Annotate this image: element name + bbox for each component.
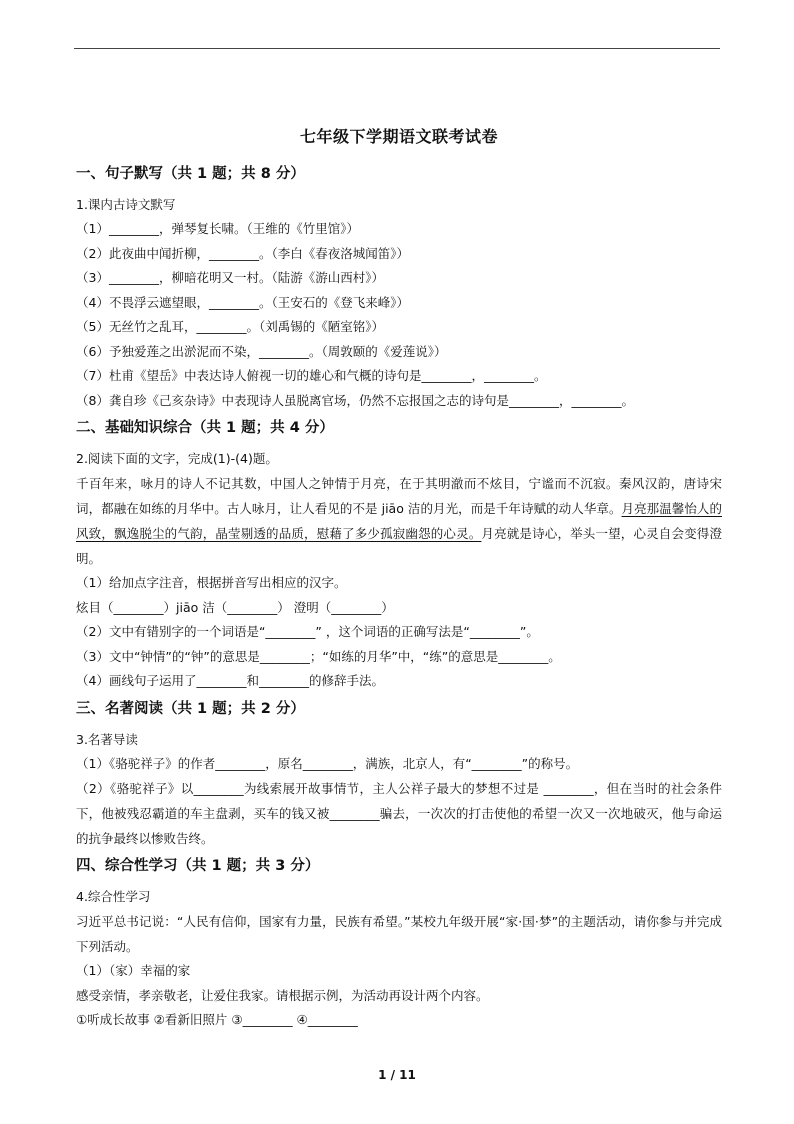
section-heading: 四、综合性学习（共 1 题；共 3 分） (76, 858, 320, 874)
page-title: 七年级下学期语文联考试卷 (299, 127, 498, 146)
section-heading: 三、名著阅读（共 1 题；共 2 分） (76, 700, 305, 717)
question-line: （7）杜甫《望岳》中表达诗人俯视一切的雄心和气概的诗句是________，________。 (76, 368, 547, 383)
question-line: （8）龚自珍《己亥杂诗》中表现诗人虽脱离官场，仍然不忘报国之志的诗句是________，________。 (76, 392, 634, 408)
question-line: ①听成长故事 ②看新旧照片 ③________ ④________ (76, 1012, 358, 1027)
section-2 (76, 415, 722, 694)
question-line: （4）画线句子运用了________和________的修辞手法。 (76, 673, 384, 688)
question-title: 2.阅读下面的文字，完成(1)-(4)题。 (76, 451, 278, 466)
exam-page (76, 124, 722, 1033)
question-line: （1）《骆驼祥子》的作者________，原名________，满族，北京人，有“________”的称号。 (76, 755, 579, 771)
passage-text: 千百年来，咏月的诗人不记其数，中国人之钟情于月亮，在于其明澈而不炫目，宁谧而不沉寂。秦风汉韵，唐诗宋词，都融在如练的月华中。古人咏月，让人看见的不是 jiāo 洁的月光，而是千年诗赋的动人华章。 (76, 476, 722, 516)
question-title: 4.综合性学习 (76, 889, 151, 904)
question-title: 3.名著导读 (76, 731, 138, 747)
reading-passage (76, 471, 722, 571)
underlined-sentence: 月亮那温馨怡人的风致，飘逸脱尘的气韵，晶莹剔透的品质，慰藉了多少孤寂幽怨的心灵。 (76, 501, 722, 541)
question-paragraph: （2）《骆驼祥子》以________为线索展开故事情节，主人公祥子最大的梦想不过是 ________，但在当时的社会条件下，他被残忍霸道的车主盘剥，买车的钱又被________骗去，一次次的打击使他的希望一次又一次地破灭，他与命运的抗争最终以惨败告终。 (76, 781, 722, 846)
question-line: （2）文中有错别字的一个词语是“________” ，这个词语的正确写法是“________”。 (76, 624, 539, 639)
section-3 (76, 696, 722, 852)
question-line: （3）________，柳暗花明又一村。（陆游《游山西村》） (76, 270, 384, 285)
question-line: （6）予独爱莲之出淤泥而不染，________。（周敦颐的《爱莲说》） (76, 343, 447, 359)
question-line: （1）（家）幸福的家 (76, 963, 191, 978)
page-number: 1 / 11 (378, 1068, 416, 1082)
question-line: （1）给加点字注音，根据拼音写出相应的汉字。 (76, 575, 347, 590)
section-heading: 一、句子默写（共 1 题；共 8 分） (76, 166, 305, 182)
question-title: 1.课内古诗文默写 (76, 197, 176, 212)
section-4 (76, 853, 722, 1033)
question-line: （2）此夜曲中闻折柳，________。（李白《春夜洛城闻笛》） (76, 245, 409, 261)
question-line: （4）不畏浮云遮望眼，________。（王安石的《登飞来峰》） (76, 294, 409, 310)
question-line: （1）________，弹琴复长啸。（王维的《竹里馆》） (76, 221, 359, 236)
question-line: （5）无丝竹之乱耳，________。（刘禹锡的《陋室铭》） (76, 319, 384, 334)
question-paragraph: 习近平总书记说：“人民有信仰，国家有力量，民族有希望。”某校九年级开展“家·国·梦”的主题活动，请你参与并完成下列活动。 (76, 914, 722, 954)
header-rule (74, 48, 720, 49)
section-heading: 二、基础知识综合（共 1 题；共 4 分） (76, 420, 334, 436)
question-line: （3）文中“钟情”的“钟”的意思是________；“如练的月华”中，“练”的意思是________。 (76, 648, 561, 664)
question-line: 感受亲情，孝亲敬老，让爱住我家。请根据示例，为活动再设计两个内容。 (76, 987, 489, 1003)
question-line: 炫目（________）jiāo 洁（________） 澄明（________） (76, 599, 394, 615)
passage-text: 月亮就是诗心，举头一望，心灵自会变得澄明。 (76, 526, 722, 566)
section-1 (76, 161, 722, 413)
